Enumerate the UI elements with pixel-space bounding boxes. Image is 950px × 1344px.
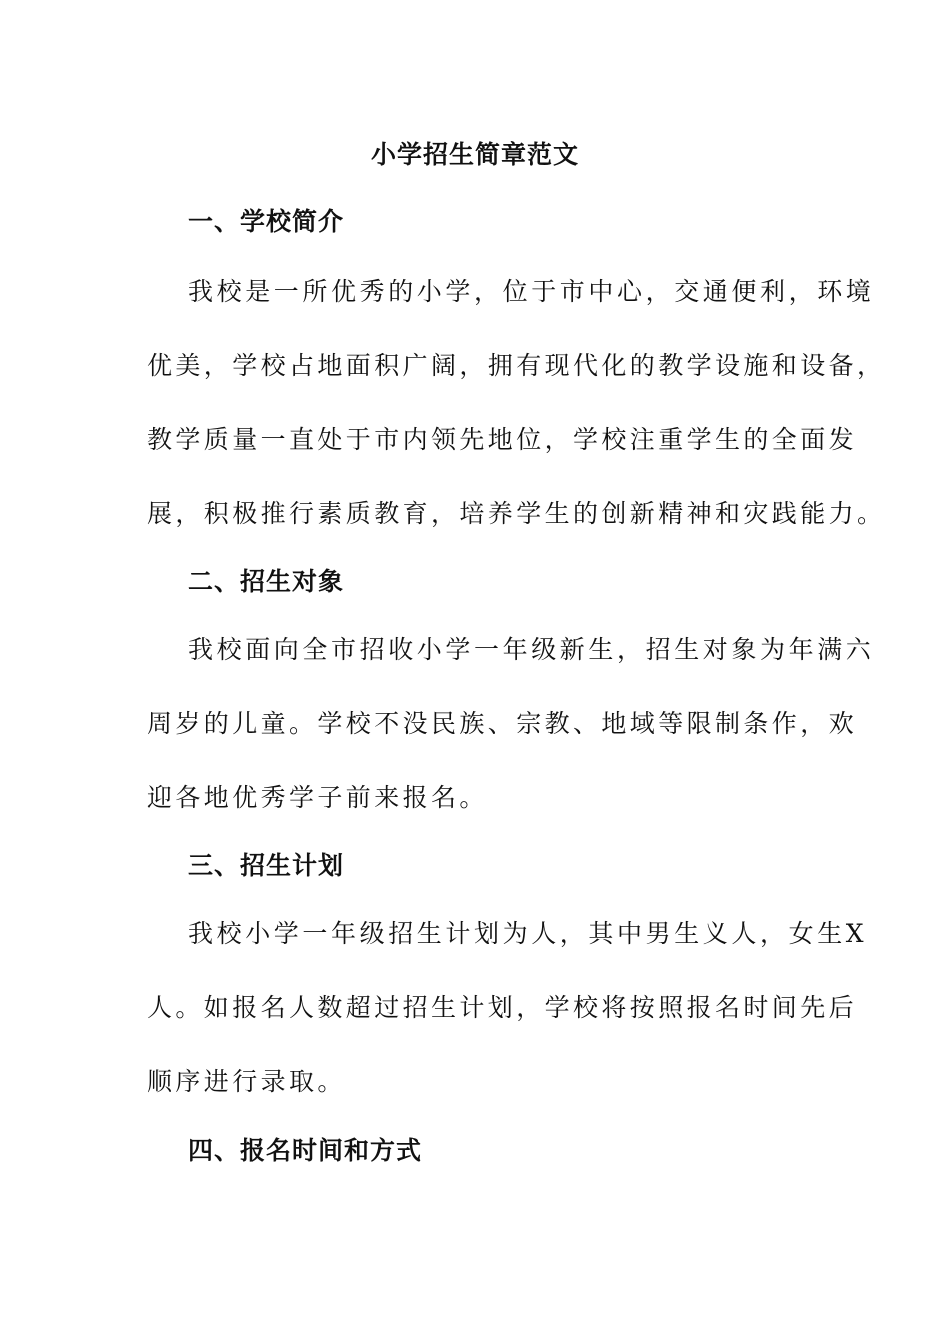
paragraph-line: 我校面向全市招收小学一年级新生，招生对象为年满六 (188, 635, 875, 664)
paragraph-line: 教学质量一直处于市内领先地位，学校注重学生的全面发 (147, 425, 858, 454)
section-heading-school-intro: 一、学校简介 (188, 207, 345, 236)
section-heading-admission-plan: 三、招生计划 (188, 851, 345, 880)
paragraph-line: 周岁的儿童。学校不没民族、宗教、地域等限制条作，欢 (147, 709, 858, 738)
section-heading-admission-target: 二、招生对象 (188, 567, 345, 596)
paragraph-line: 优美，学校占地面积广阔，拥有现代化的教学设施和设备， (147, 351, 886, 380)
paragraph-line: 我校是一所优秀的小学，位于市中心，交通便利，环境 (188, 277, 875, 306)
paragraph-line: 我校小学一年级招生计划为人，其中男生义人，女生X (188, 919, 868, 948)
section-heading-registration: 四、报名时间和方式 (188, 1136, 423, 1165)
paragraph-line: 展，积极推行素质教育，培养学生的创新精神和灾践能力。 (147, 499, 886, 528)
paragraph-line: 迎各地优秀学子前来报名。 (147, 783, 488, 812)
paragraph-line: 人。如报名人数超过招生计划，学校将按照报名时间先后 (147, 993, 858, 1022)
document-title: 小学招生简章范文 (370, 140, 579, 169)
paragraph-line: 顺序进行录取。 (147, 1067, 346, 1096)
